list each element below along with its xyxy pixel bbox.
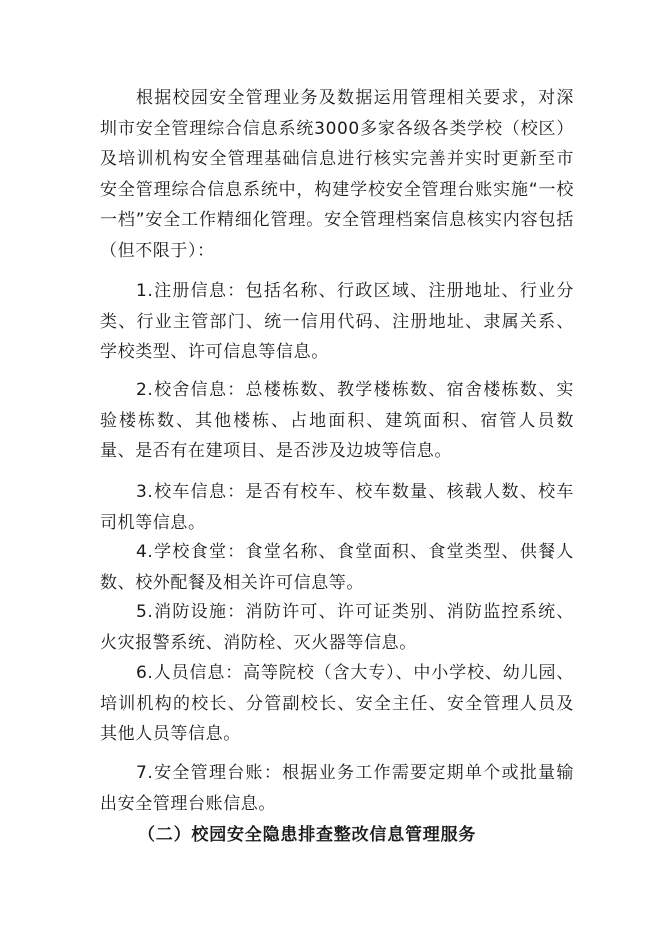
item-personnel-info: 6.人员信息：高等院校（含大专）、中小学校、幼儿园、培训机构的校长、分管副校长、安全主任、安全管理人员及其他人员等信息。 bbox=[100, 663, 574, 744]
item-canteen-info: 4.学校食堂：食堂名称、食堂面积、食堂类型、供餐人数、校外配餐及相关许可信息等。 bbox=[100, 542, 574, 593]
item-school-bus-info: 3.校车信息：是否有校车、校车数量、核载人数、校车司机等信息。 bbox=[100, 482, 574, 533]
item-building-info: 2.校舍信息：总楼栋数、教学楼栋数、宿舍楼栋数、实验楼栋数、其他楼栋、占地面积、建筑面积、宿管人员数量、是否有在建项目、是否涉及边坡等信息。 bbox=[100, 380, 574, 461]
intro-paragraph: 根据校园安全管理业务及数据运用管理相关要求，对深圳市安全管理综合信息系统3000多家各级各类学校（校区）及培训机构安全管理基础信息进行核实完善并实时更新至市安全管理综合信息系统中，构建学校安全管理台账实施“一校一档”安全工作精细化管理。安全管理档案信息核实内容包括（但不限于）： bbox=[100, 88, 574, 261]
item-safety-ledger: 7.安全管理台账：根据业务工作需要定期单个或批量输出安全管理台账信息。 bbox=[100, 763, 574, 814]
item-registration-info: 1.注册信息：包括名称、行政区域、注册地址、行业分类、行业主管部门、统一信用代码、注册地址、隶属关系、学校类型、许可信息等信息。 bbox=[100, 281, 574, 362]
section-heading: （二）校园安全隐患排查整改信息管理服务 bbox=[138, 825, 477, 845]
item-fire-facilities-info: 5.消防设施：消防许可、许可证类别、消防监控系统、火灾报警系统、消防栓、灭火器等信息。 bbox=[100, 602, 574, 653]
